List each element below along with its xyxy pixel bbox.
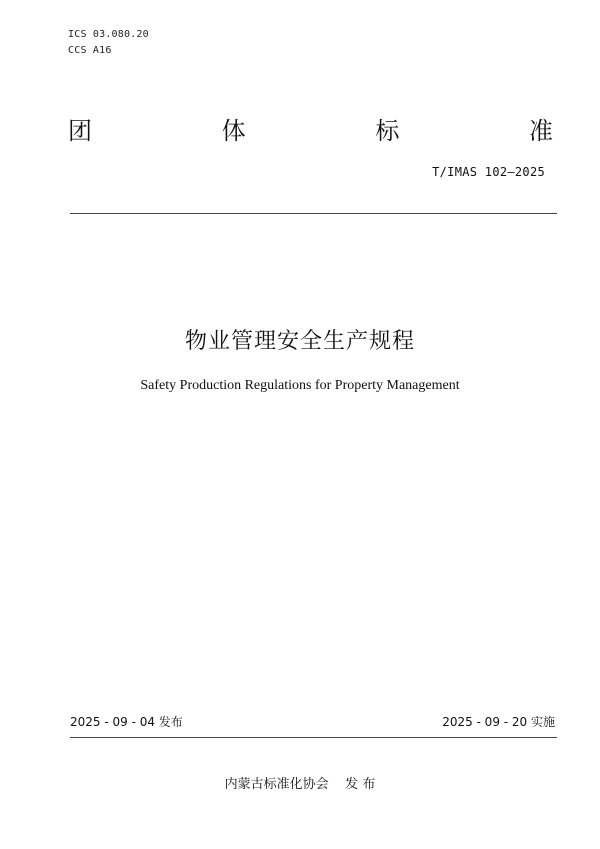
implement-date: 2025 - 09 - 20 实施 [442, 715, 555, 729]
ics-code: ICS 03.080.20 [68, 29, 149, 40]
standard-type-char: 体 [221, 117, 246, 145]
standard-type-char: 准 [528, 117, 553, 145]
bottom-divider [70, 737, 557, 738]
standard-type-char: 标 [375, 117, 400, 145]
standard-type-char: 团 [68, 117, 92, 145]
document-title-chinese: 物业管理安全生产规程 [184, 329, 415, 354]
publish-date: 2025 - 09 - 04 发布 [70, 715, 183, 729]
standard-number: T/IMAS 102—2025 [432, 165, 545, 179]
issuing-organization: 内蒙古标准化协会 发 布 [224, 777, 376, 792]
document-title-english: Safety Production Regulations for Property Management [140, 378, 460, 393]
top-divider [70, 213, 557, 214]
standard-type-heading [68, 116, 553, 146]
ccs-code: CCS A16 [68, 45, 112, 56]
